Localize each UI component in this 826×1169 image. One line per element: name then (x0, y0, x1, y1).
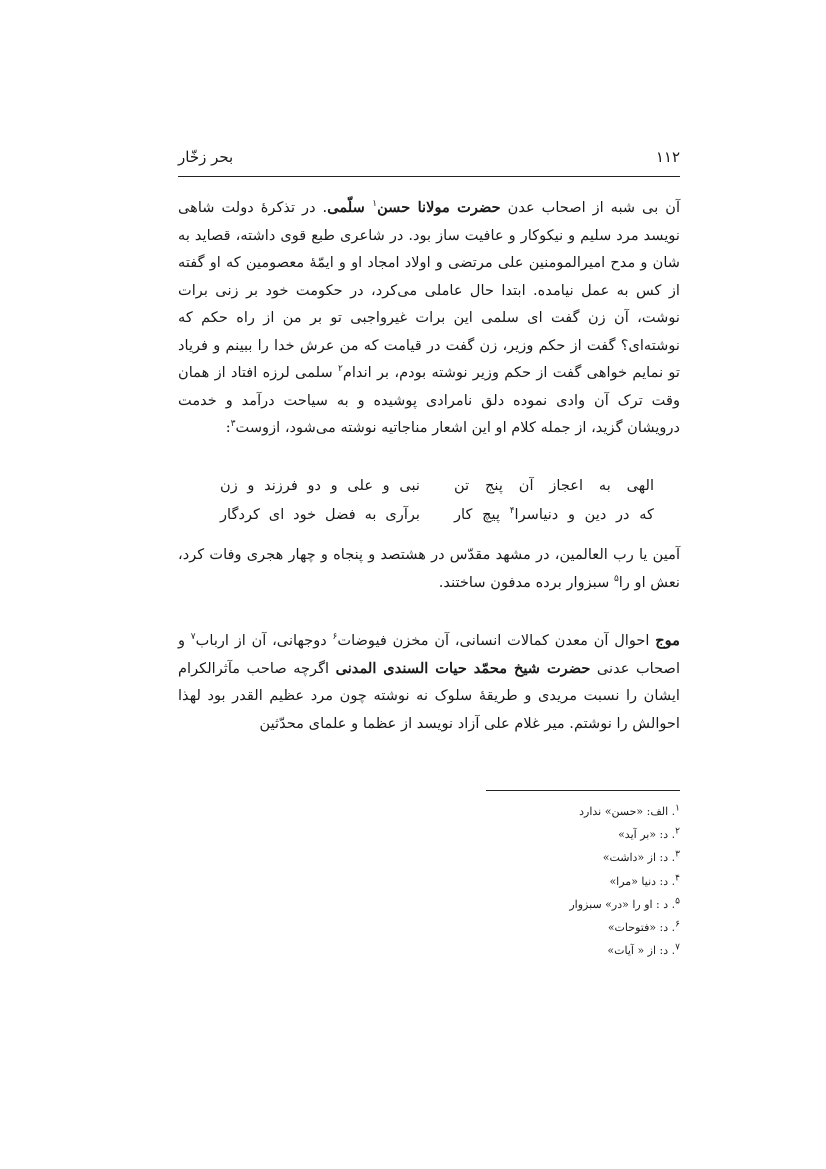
footnote-ref-4: ۴ (509, 506, 515, 517)
footnote-item: $^۳$. د: از «داشت» (602, 849, 680, 865)
verse-block (220, 477, 654, 533)
footnote-ref-7: ۷ (190, 632, 196, 643)
verse-hemistich-first: الهی به اعجاز آن پنج تن (454, 477, 654, 494)
footnote-item: $^۲$. د: «بر آید» (618, 826, 680, 842)
footnote-item: $^۱$. الف: «حسن» ندارد (579, 803, 680, 818)
footnote-ref-5: ۵ (613, 573, 619, 584)
name-hasan-salmi: حضرت مولانا حسن (377, 199, 501, 216)
footnote-rule (486, 790, 680, 791)
name-hayat-sindi: حضرت شیخ محمّد حیات السندی المدنی (335, 659, 591, 677)
footnote-item: $^۷$. د: از « آیات» (607, 942, 680, 958)
footnote-item: $^۵$. د : او را «در» سبزوار (569, 896, 680, 911)
page-number: ۱۱۲ (655, 148, 680, 166)
footnote-ref-1: ۱ (372, 199, 378, 210)
footnote-ref-3: ۳ (230, 419, 236, 430)
footnote-ref-6: ۶ (332, 632, 338, 643)
section-lead-mowj: موج (655, 632, 680, 649)
running-header (178, 148, 680, 176)
paragraph-death: آمین یا رب العالمین، در مشهد مقدّس در هشتصد و پنجاه و چهار هجری وفات کرد، نعش او را$^۵$ سبزوار برده مدفون ساختند. (178, 546, 680, 591)
footnotes (569, 800, 680, 962)
verse-hemistich-first: که در دین و دنیاسرا$^۴$ پیچ کار (454, 506, 655, 523)
verse-line (220, 477, 654, 504)
header-rule (178, 176, 680, 177)
footnote-ref-2: ۲ (338, 364, 343, 375)
footnote-item: $^۴$. د: دنیا «مرا» (609, 872, 680, 888)
verse-hemistich-second: برآری به فضل خود ای کردگار (220, 506, 420, 523)
verse-hemistich-second: نبی و علی و دو فرزند و زن (220, 477, 420, 494)
paragraph-hayat-sindi: موج احوال آن معدن کمالات انسانی، آن مخزن فیوضات$^۶$ دوجهانی، آن از ارباب$^۷$ و اصحاب عدنی حضرت شیخ محمّد حیات السندی المدنی اگرچه صاحب مآثرالکرام ایشان را نسبت مریدی و طریقهٔ سلوک نه نوشته چون مرد عظیم القدر بود لهذا احوالش را نوشتم. میر غلام علی آزاد نویسد از عظما و علمای محدّثین (178, 632, 680, 732)
paragraph-salmi: آن بی شبه از اصحاب عدن حضرت مولانا حسن$^۱$ سلّمی. در تذکرهٔ دولت شاهی نویسد مرد سلیم و نیکوکار و عافیت ساز بود. در شاعری طبع قوی داشته، قصاید به شان و مدح امیرالمومنین علی مرتضی و اولاد امجاد او و ایمّهٔ معصومین که او گفته از کس به عمل نیامده. ابتدا حال عاملی می‌کرد، در حکومت خود بر زنی برات نوشت، آن زن گفت ای سلمی این برات غیرواجبی تو بر من از راه حکم که نوشته‌ای؟ گفت از حکم وزیر، زن گفت در قیامت که من عرش خدا را ببینم و فریاد تو نمایم خواهی گفت از حکم وزیر نوشته بودم، بر اندام$^۲$ سلمی لرزه افتاد از همان وقت ترک آن وادی نموده دلق نامرادی پوشیده و به سیاحت درآمد و خدمت درویشان گزید، از جمله کلام او این اشعار مناجاتیه نوشته می‌شود، ازوست$^۳$: (178, 199, 680, 436)
verse-line (220, 506, 654, 533)
book-title: بحر زخّار (178, 148, 234, 166)
footnote-item: $^۶$. د: «فتوحات» (607, 919, 680, 935)
